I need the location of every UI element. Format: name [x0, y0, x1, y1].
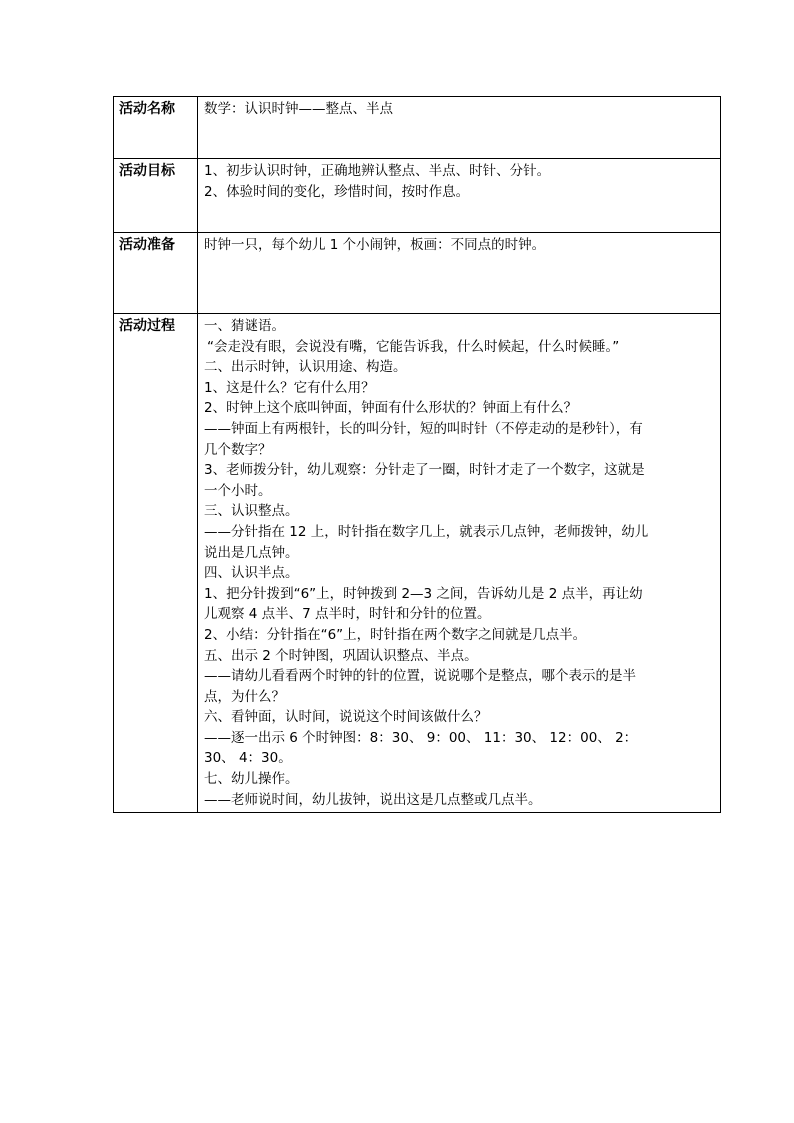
process-line: 一个小时。: [204, 482, 272, 499]
process-line: 2、小结：分针指在“6”上，时针指在两个数字之间就是几点半。: [204, 626, 587, 643]
process-line: 四、认识半点。: [204, 565, 299, 582]
activity-name-content: [198, 97, 721, 159]
process-line: ——逐一出示 6 个时钟图：8：30、 9：00、 11：30、 12：00、 2：: [204, 729, 638, 746]
process-line: 点，为什么？: [204, 688, 285, 705]
process-line: 30、 4：30。: [204, 750, 292, 767]
activity-goal-row: [114, 159, 721, 233]
activity-process-content: [198, 314, 721, 813]
process-line: 3、老师拨分针，幼儿观察：分针走了一圈，时针才走了一个数字，这就是: [204, 462, 645, 479]
process-line: 2、时钟上这个底叫钟面，钟面有什么形状的？钟面上有什么？: [204, 400, 578, 417]
process-line: 儿观察 4 点半、7 点半时，时针和分针的位置。: [204, 606, 491, 623]
process-line: “会走没有眼，会说没有嘴，它能告诉我，什么时候起，什么时候睡。”: [207, 338, 620, 355]
activity-name-text: 数学：认识时钟——整点、半点: [204, 101, 393, 117]
process-line: 二、出示时钟，认识用途、构造。: [204, 359, 407, 376]
process-line: ——钟面上有两根针，长的叫分针，短的叫时针（不停走动的是秒针），有: [204, 420, 643, 437]
process-line: ——分针指在 12 上，时针指在数字几上，就表示几点钟，老师拨钟，幼儿: [204, 523, 649, 540]
activity-process-row: [114, 314, 721, 813]
activity-name-row: [114, 97, 721, 159]
process-line: 一、猜谜语。: [204, 318, 285, 334]
activity-goal-content: [198, 159, 721, 233]
process-line: 说出是几点钟。: [204, 544, 299, 561]
process-line: 几个数字？: [204, 441, 272, 458]
process-line: 七、幼儿操作。: [204, 771, 299, 788]
activity-prep-content: [198, 233, 721, 314]
process-line: ——请幼儿看看两个时钟的针的位置，说说哪个是整点，哪个表示的是半: [204, 668, 636, 685]
activity-process-label: 活动过程: [114, 314, 198, 813]
process-line: ——老师说时间，幼儿拔钟，说出这是几点整或几点半。: [204, 791, 542, 808]
process-line: 1、把分针拨到“6”上，时钟拨到 2—3 之间，告诉幼儿是 2 点半，再让幼: [204, 585, 643, 602]
process-line: 五、出示 2 个时钟图，巩固认识整点、半点。: [204, 647, 478, 664]
process-line: 六、看钟面，认时间，说说这个时间该做什么？: [204, 709, 488, 726]
activity-goal-label: 活动目标: [114, 159, 198, 233]
goal-line: 2、体验时间的变化，珍惜时间，按时作息。: [204, 183, 470, 200]
process-line: 三、认识整点。: [204, 503, 299, 520]
activity-name-label: 活动名称: [114, 97, 198, 159]
process-line: 1、这是什么？它有什么用？: [204, 379, 375, 396]
activity-prep-row: [114, 233, 721, 314]
activity-prep-label: 活动准备: [114, 233, 198, 314]
lesson-plan-table: [113, 96, 721, 813]
prep-line: 时钟一只，每个幼儿 1 个小闹钟，板画：不同点的时钟。: [204, 237, 546, 253]
goal-line: 1、初步认识时钟，正确地辨认整点、半点、时针、分针。: [204, 163, 551, 179]
